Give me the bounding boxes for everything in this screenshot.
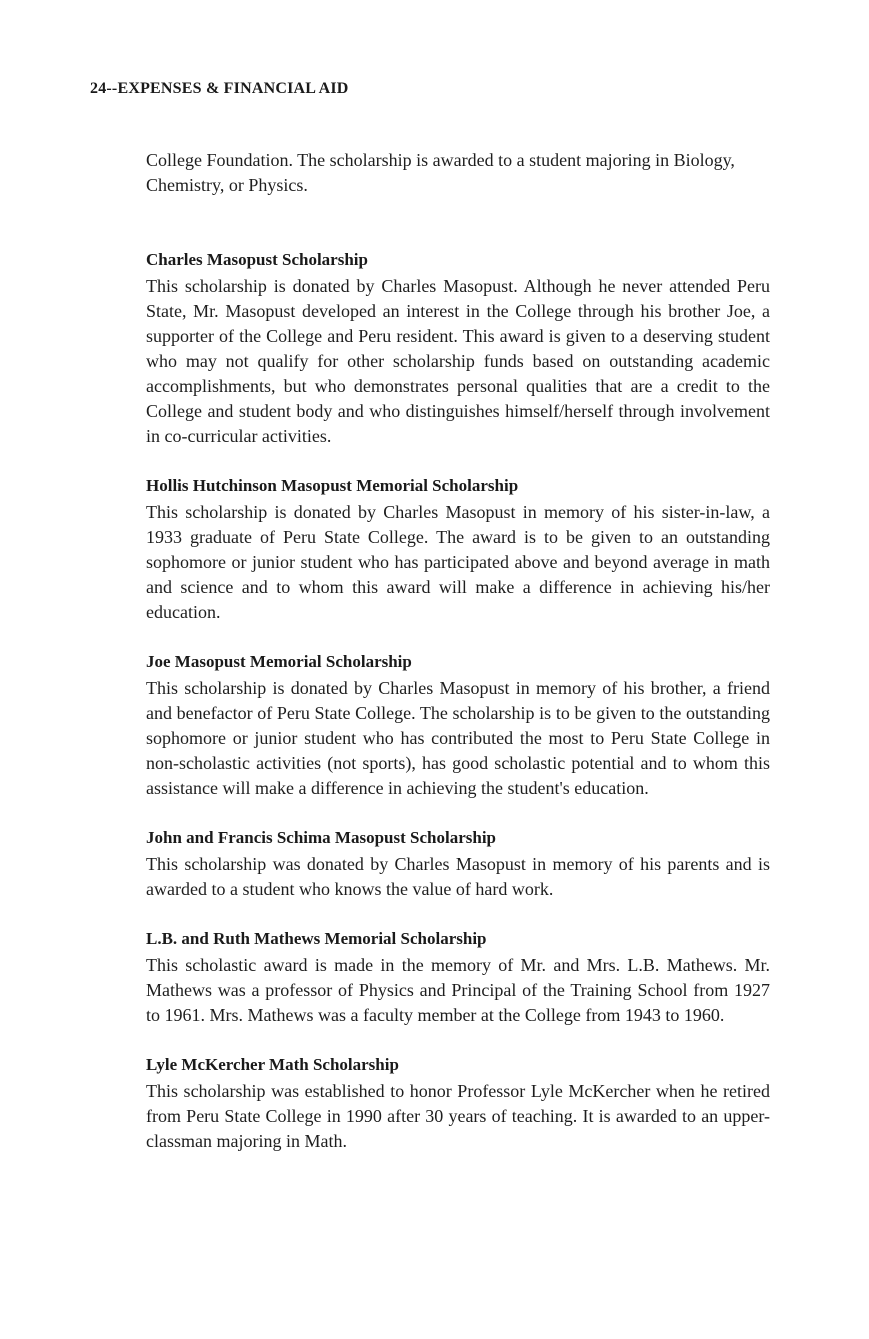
scholarship-description: This scholarship is donated by Charles Masopust in memory of his sister-in-law, a 1933 graduate of Peru State College. The award is to be given to an outstanding sophomore or junior student who has participated above and beyond average in math and science and to whom this award will make a difference in achieving his/her education. <box>146 502 770 622</box>
scholarship-entry-john-francis-schima-masopust <box>146 825 770 902</box>
running-head: 24--EXPENSES & FINANCIAL AID <box>90 80 349 97</box>
scholarship-description: This scholastic award is made in the memory of Mr. and Mrs. L.B. Mathews. Mr. Mathews was a professor of Physics and Principal of the Training School from 1927 to 1961. Mrs. Mathews was a faculty member at the College from 1943 to 1960. <box>146 955 770 1025</box>
scholarship-description: This scholarship was established to honor Professor Lyle McKercher when he retired from Peru State College in 1990 after 30 years of teaching. It is awarded to an upper-classman majoring in Math. <box>146 1081 770 1151</box>
scholarship-description: This scholarship is donated by Charles Masopust. Although he never attended Peru State, Mr. Masopust developed an interest in the College through his brother Joe, a supporter of the College and Peru resident. This award is given to a deserving student who may not qualify for other scholarship funds based on outstanding academic accomplishments, but who demonstrates personal qualities that are a credit to the College and student body and who distinguishes himself/herself through involvement in co-curricular activities. <box>146 276 770 446</box>
scholarship-title: John and Francis Schima Masopust Scholarship <box>146 828 496 847</box>
scholarship-entry-charles-masopust <box>146 247 770 449</box>
scholarship-entry-joe-masopust <box>146 649 770 801</box>
page-content <box>146 148 770 1178</box>
scholarship-entry-lyle-mckercher <box>146 1052 770 1154</box>
scholarship-description: This scholarship is donated by Charles Masopust in memory of his brother, a friend and benefactor of Peru State College. The scholarship is to be given to the outstanding sophomore or junior student who has contributed the most to Peru State College in non-scholastic activities (not sports), has good scholastic potential and to whom this assistance will make a difference in achieving the student's education. <box>146 678 770 798</box>
scholarship-entry-lb-ruth-mathews <box>146 926 770 1028</box>
intro-paragraph: College Foundation. The scholarship is awarded to a student majoring in Biology, Chemistry, or Physics. <box>146 150 735 195</box>
scholarship-entry-hollis-hutchinson-masopust <box>146 473 770 625</box>
scholarship-title: Lyle McKercher Math Scholarship <box>146 1055 399 1074</box>
scholarship-description: This scholarship was donated by Charles Masopust in memory of his parents and is awarded to a student who knows the value of hard work. <box>146 854 770 899</box>
scholarship-title: Joe Masopust Memorial Scholarship <box>146 652 412 671</box>
scholarship-title: Charles Masopust Scholarship <box>146 250 368 269</box>
scholarship-title: Hollis Hutchinson Masopust Memorial Scholarship <box>146 476 519 495</box>
scholarship-title: L.B. and Ruth Mathews Memorial Scholarship <box>146 929 487 948</box>
